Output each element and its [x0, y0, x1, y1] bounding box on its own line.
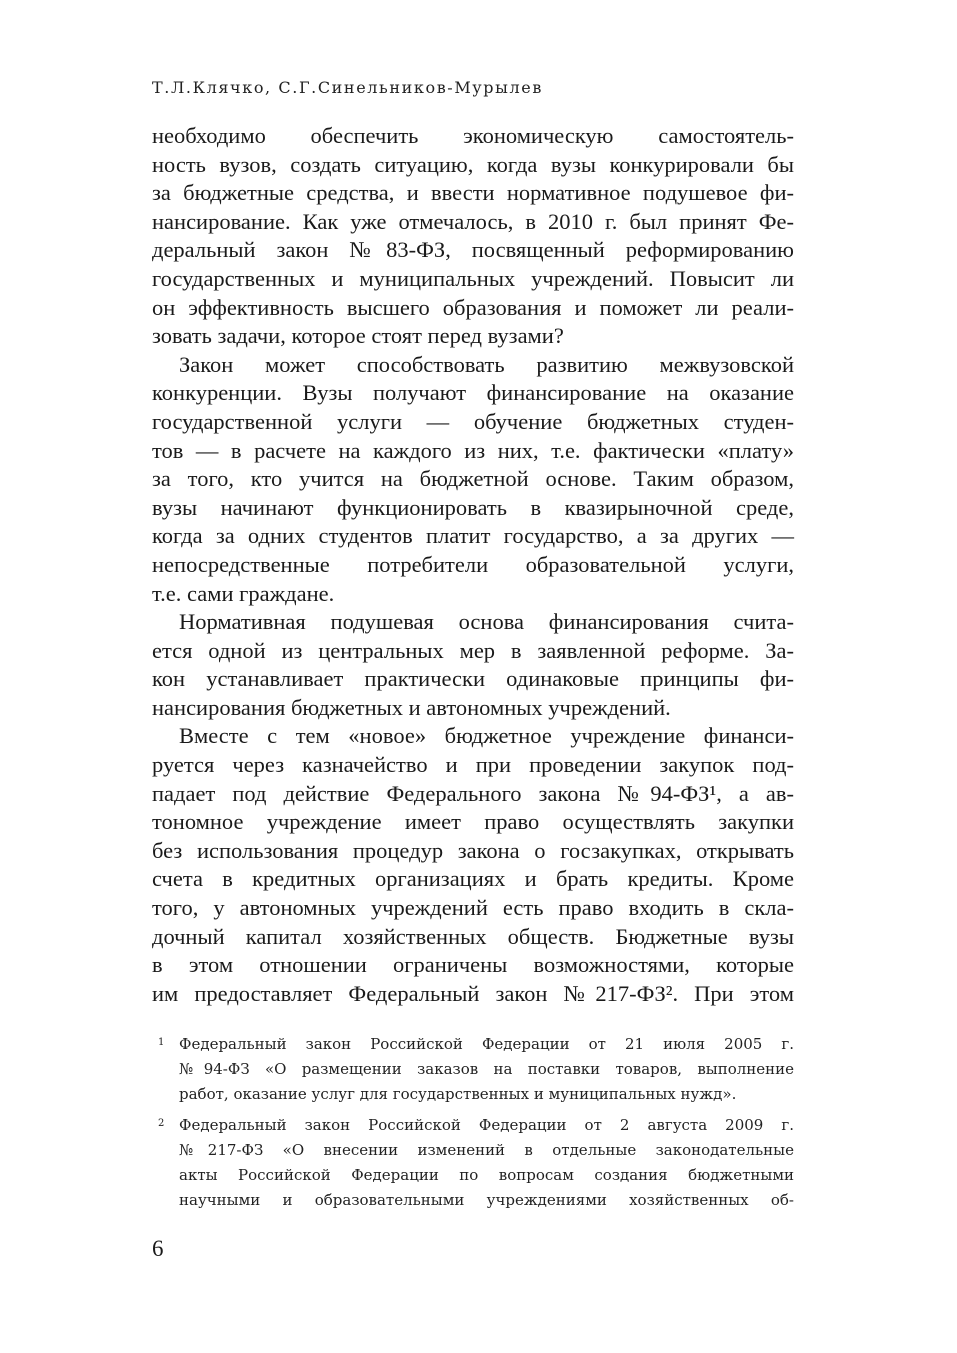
text-line: кон устанавливает практически одинаковые принципы фи-: [152, 666, 794, 692]
text-line: непосредственные потребители образовательной услуги,: [152, 551, 794, 577]
text-line: ность вузов, создать ситуацию, когда вузы конкурировали бы: [152, 151, 794, 177]
text-line: вузы начинают функционировать в квазирыночной среде,: [152, 494, 794, 520]
text-line: за бюджетные средства, и ввести нормативное подушевое фи-: [152, 180, 794, 206]
text-line: падает под действие Федерального закона №94-ФЗ¹, а ав-: [152, 780, 794, 806]
footnote-line: научными и образовательными учреждениями хозяйственных об-: [179, 1191, 794, 1209]
footnote-line: Федеральный закон Российской Федерации от 21 июля 2005 г.: [179, 1035, 794, 1053]
footnote: [152, 1032, 794, 1107]
text-line: нансирование. Как уже отмечалось, в 2010 г. был принят Фе-: [152, 208, 794, 234]
text-line: им предоставляет Федеральный закон №217-ФЗ². При этом: [152, 980, 794, 1006]
text-line: конкуренции. Вузы получают финансирование на оказание: [152, 380, 794, 406]
footnote-line: работ, оказание услуг для государственных и муниципальных нужд».: [179, 1085, 737, 1103]
text-line: государственной услуги — обучение бюджетных студен-: [152, 408, 794, 434]
text-line: ется одной из центральных мер в заявленной реформе. За-: [152, 637, 794, 663]
text-line: зовать задачи, которое стоят перед вузами?: [152, 323, 564, 349]
text-line: руется через казначейство и при проведении закупок под-: [152, 752, 794, 778]
text-line: за того, кто учится на бюджетной основе. Таким образом,: [152, 466, 794, 492]
text-line: тономное учреждение имеет право осуществлять закупки: [152, 809, 794, 835]
text-line: тов — в расчете на каждого из них, т.е. фактически «плату»: [152, 437, 794, 463]
footnote-line: №94-ФЗ «О размещении заказов на поставки товаров, выполнение: [179, 1060, 794, 1078]
page-number: 6: [152, 1236, 164, 1261]
text-line: когда за одних студентов платит государство, а за других —: [152, 523, 794, 549]
text-line: Закон может способствовать развитию межвузовской: [179, 351, 794, 377]
footnote-line: Федеральный закон Российской Федерации от 2 августа 2009 г.: [179, 1116, 794, 1134]
footnote: [152, 1113, 794, 1213]
text-line: необходимо обеспечить экономическую самостоятель-: [152, 123, 794, 148]
footnote-number: 1: [158, 1037, 165, 1048]
text-line: нансирования бюджетных и автономных учреждений.: [152, 694, 671, 720]
text-line: дочный капитал хозяйственных обществ. Бюджетные вузы: [152, 923, 794, 949]
footnote-line: №217-ФЗ «О внесении изменений в отдельные законодательные: [179, 1141, 794, 1159]
text-line: в этом отношении ограничены возможностями, которые: [152, 952, 794, 978]
running-header: Т.Л.Клячко, С.Г.Синельников-Мурылев: [152, 78, 543, 97]
text-line: Нормативная подушевая основа финансирования счита-: [179, 609, 794, 635]
footnote-line: акты Российской Федерации по вопросам создания бюджетными: [179, 1166, 794, 1184]
text-line: государственных и муниципальных учреждений. Повысит ли: [152, 265, 794, 291]
footnote-number: 2: [158, 1118, 165, 1129]
text-line: того, у автономных учреждений есть право входить в скла-: [152, 895, 794, 921]
text-line: т.е. сами граждане.: [152, 580, 335, 606]
text-line: без использования процедур закона о госзакупках, открывать: [152, 837, 794, 863]
main-text: [152, 122, 794, 1008]
text-line: деральный закон №83-ФЗ, посвященный реформированию: [152, 237, 794, 263]
text-line: счета в кредитных организациях и брать кредиты. Кроме: [152, 866, 794, 892]
text-line: Вместе с тем «новое» бюджетное учреждение финанси-: [179, 723, 794, 749]
footnotes: [152, 1032, 794, 1219]
text-line: он эффективность высшего образования и поможет ли реали-: [152, 294, 794, 320]
